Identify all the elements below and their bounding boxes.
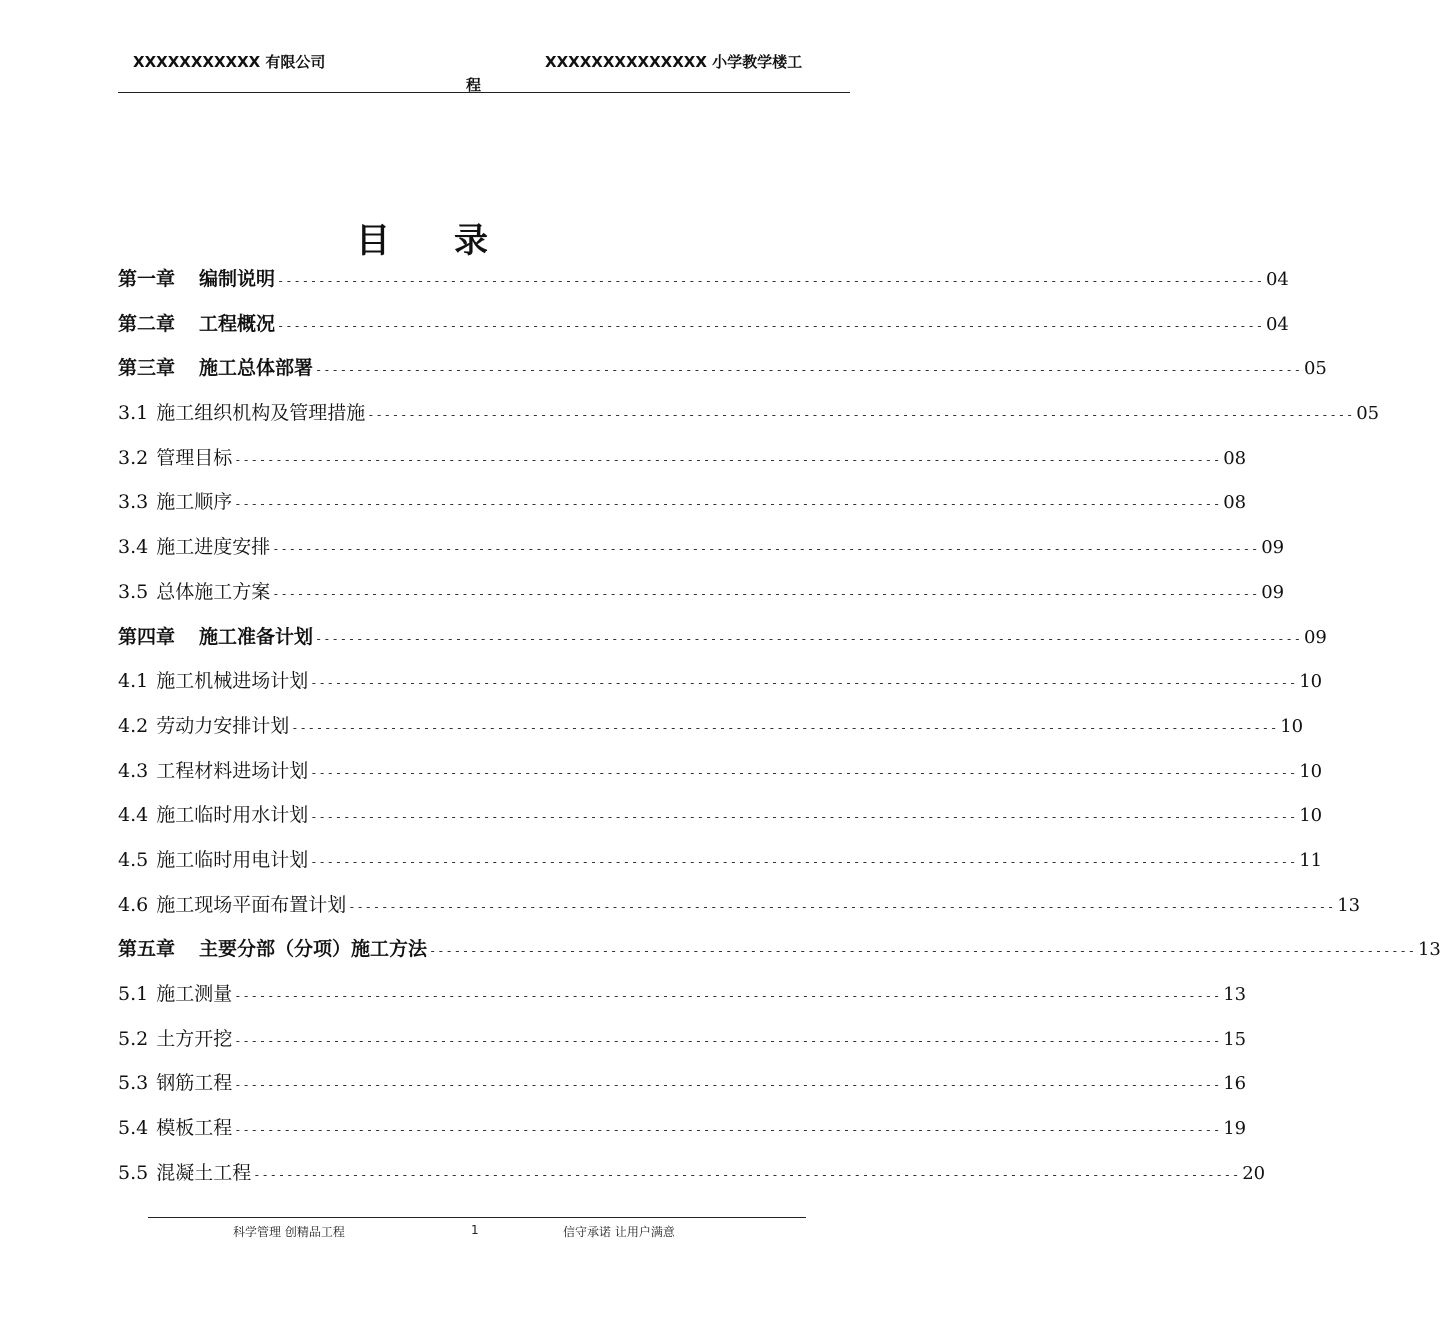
toc-entry-title: 工程概况 [199,312,276,335]
toc-entry-title: 钢筋工程 [156,1072,233,1095]
toc-entry-title: 施工组织机构及管理措施 [156,402,366,425]
toc-entry [118,756,1323,801]
toc-entry-number: 3.5 [118,580,149,603]
toc-entry-number: 5.5 [118,1161,149,1184]
toc-entry-page: 13 [1337,894,1361,916]
toc-leader-line: ------------------------------------------------------------------------------------------------------------------------ [310,854,1298,869]
toc-entry-number: 5.1 [118,983,149,1005]
toc-leader-line: ------------------------------------------------------------------------------------------------------------------------ [277,318,1264,333]
toc-entry-label [118,1113,232,1140]
toc-entry-label [118,487,232,514]
toc-entry-title: 施工机械进场计划 [156,670,309,693]
toc-entry-title: 施工准备计划 [199,625,314,648]
toc-entry-page: 05 [1356,403,1380,425]
toc-entry-title: 施工顺序 [156,491,233,514]
toc-entry-number: 4.3 [118,759,149,782]
toc-entry-number: 第三章 [118,357,176,380]
toc-entry [118,979,1247,1024]
toc-entry-label [118,979,232,1006]
toc-entry [118,398,1380,443]
toc-entry-number: 3.3 [118,491,149,514]
toc-entry-title: 施工临时用水计划 [156,804,309,827]
toc-entry-page: 13 [1417,939,1441,961]
toc-entry-title: 土方开挖 [156,1027,233,1050]
toc-entry-label [118,1158,251,1185]
toc-entry-title: 主要分部（分项）施工方法 [199,938,428,961]
toc-entry-number: 3.2 [118,446,149,469]
toc-entry-title: 施工总体部署 [199,357,314,380]
toc-entry-number: 5.3 [118,1072,149,1095]
toc-leader-line: ------------------------------------------------------------------------------------------------------------------------ [234,497,1222,512]
toc-entry [118,353,1327,398]
header-rule [118,92,850,93]
toc-entry-number: 5.2 [118,1027,149,1050]
toc-entry [118,845,1323,890]
toc-entry [118,800,1323,845]
toc-leader-line: ------------------------------------------------------------------------------------------------------------------------ [272,586,1260,601]
toc-leader-line: ------------------------------------------------------------------------------------------------------------------------ [234,1123,1222,1138]
toc-leader-line: ------------------------------------------------------------------------------------------------------------------------ [315,631,1302,646]
toc-entry-number: 4.4 [118,804,149,827]
toc-entry-title: 施工临时用电计划 [156,848,309,871]
toc-entry [118,1068,1247,1113]
toc-entry [118,934,1441,979]
toc-entry-number: 4.5 [118,848,149,871]
toc-entry-page: 19 [1223,1118,1247,1140]
toc-entry-label [118,800,308,827]
toc-entry [118,890,1361,935]
toc-entry-page: 10 [1299,805,1323,827]
toc-leader-line: ------------------------------------------------------------------------------------------------------------------------ [310,676,1298,691]
toc-entry [118,264,1289,309]
toc-entry [118,666,1323,711]
toc-entry-label [118,1024,232,1051]
toc-leader-line: ------------------------------------------------------------------------------------------------------------------------ [272,542,1260,557]
toc-leader-line: ------------------------------------------------------------------------------------------------------------------------ [310,810,1298,825]
footer-rule [148,1217,806,1218]
footer-motto-left: 科学管理 创精品工程 [233,1225,345,1239]
toc-entry-number: 3.1 [118,402,149,425]
toc-entry-page: 10 [1280,715,1304,737]
header-project: XXXXXXXXXXXXXX 小学教学楼工 [545,53,803,71]
toc-entry-page: 20 [1242,1162,1266,1184]
toc-entry-label [118,443,232,470]
toc-entry-number: 第二章 [118,312,176,335]
toc-entry-title: 劳动力安排计划 [156,714,290,737]
toc-entry [118,443,1247,488]
toc-leader-line: ------------------------------------------------------------------------------------------------------------------------ [234,989,1222,1003]
toc-leader-line: ------------------------------------------------------------------------------------------------------------------------ [234,1078,1222,1093]
toc-entry-page: 11 [1299,849,1323,871]
toc-leader-line: ------------------------------------------------------------------------------------------------------------------------ [234,452,1222,467]
toc-entry-page: 08 [1223,492,1247,514]
toc-entry-number: 第五章 [118,938,176,961]
toc-entry-label [118,934,427,961]
toc-leader-line: ------------------------------------------------------------------------------------------------------------------------ [310,765,1298,780]
toc-entry-number: 3.4 [118,536,149,559]
toc-entry-page: 09 [1261,581,1285,603]
page-title: 目录 [356,221,552,261]
toc-entry-label [118,1068,232,1095]
toc-entry [118,487,1247,532]
toc-entry [118,1158,1266,1203]
toc-entry-title: 混凝土工程 [156,1161,252,1184]
toc-entry [118,577,1285,622]
toc-entry-title: 工程材料进场计划 [156,759,309,782]
toc-entry [118,622,1327,667]
toc-entry-page: 04 [1265,313,1289,335]
toc-entry-title: 编制说明 [199,268,276,290]
header-company: XXXXXXXXXXX 有限公司 [133,53,326,71]
toc-leader-line: ------------------------------------------------------------------------------------------------------------------------ [234,1033,1222,1048]
header-project-continued: 程 [466,76,482,94]
toc-entry-label [118,353,313,380]
toc-entry-label [118,666,308,693]
toc-entry-label [118,577,270,604]
toc-entry-label [118,622,313,649]
toc-entry-title: 施工测量 [156,983,233,1005]
toc-entry-number: 第一章 [118,268,176,290]
toc-entry-page: 04 [1265,269,1289,290]
toc-entry-number: 4.2 [118,714,149,737]
toc-entry-title: 施工进度安排 [156,536,271,559]
toc-entry-label [118,711,289,738]
toc-entry-page: 13 [1223,984,1247,1005]
toc-entry-title: 模板工程 [156,1117,233,1140]
toc-entry-number: 4.6 [118,893,149,916]
table-of-contents [118,264,1441,1202]
toc-leader-line: ------------------------------------------------------------------------------------------------------------------------ [291,720,1279,735]
toc-entry-number: 5.4 [118,1117,149,1140]
toc-entry-label [118,756,308,783]
toc-leader-line: ------------------------------------------------------------------------------------------------------------------------ [429,944,1416,959]
toc-entry [118,711,1304,756]
toc-entry-label [118,309,275,336]
toc-entry-number: 4.1 [118,670,149,693]
toc-entry-label [118,845,308,872]
toc-entry-page: 08 [1223,447,1247,469]
toc-entry [118,1024,1247,1069]
toc-leader-line: ------------------------------------------------------------------------------------------------------------------------ [348,899,1336,914]
toc-entry-page: 16 [1223,1073,1247,1095]
toc-entry-page: 09 [1261,537,1285,559]
toc-leader-line: ------------------------------------------------------------------------------------------------------------------------ [253,1167,1241,1182]
toc-entry-page: 10 [1299,760,1323,782]
toc-entry-page: 05 [1303,358,1327,380]
toc-entry-label [118,532,270,559]
toc-leader-line: ------------------------------------------------------------------------------------------------------------------------ [315,363,1302,378]
toc-entry [118,532,1285,577]
toc-entry-page: 10 [1299,671,1323,693]
toc-entry-title: 管理目标 [156,446,233,469]
toc-entry [118,1113,1247,1158]
toc-entry-number: 第四章 [118,625,176,648]
toc-entry-label [118,890,346,917]
toc-entry-title: 施工现场平面布置计划 [156,893,347,916]
toc-entry-page: 09 [1303,626,1327,648]
toc-leader-line: ------------------------------------------------------------------------------------------------------------------------ [367,408,1355,423]
footer-motto-right: 信守承诺 让用户满意 [563,1225,675,1239]
footer-page-number: 1 [471,1223,479,1237]
toc-entry-title: 总体施工方案 [156,580,271,603]
toc-leader-line: ------------------------------------------------------------------------------------------------------------------------ [277,274,1264,288]
toc-entry-label [118,264,275,291]
toc-entry-page: 15 [1223,1028,1247,1050]
toc-entry-label [118,398,365,425]
toc-entry [118,309,1289,354]
